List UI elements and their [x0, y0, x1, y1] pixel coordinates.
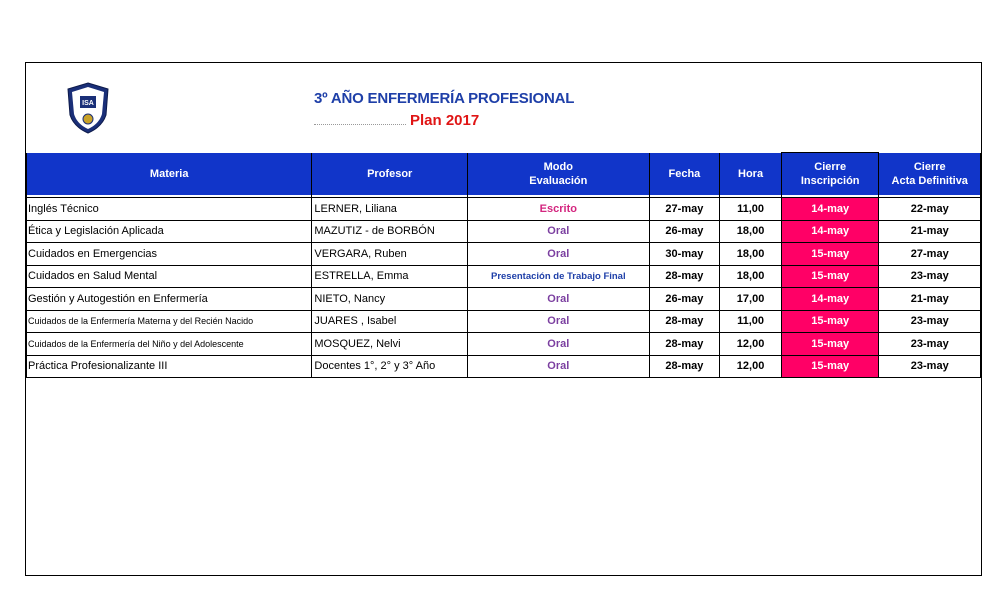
modo-cell: Presentación de Trabajo Final — [468, 265, 650, 288]
exam-schedule-sheet — [25, 62, 982, 576]
exam-table — [26, 152, 981, 378]
fecha-cell: 28-may — [649, 333, 720, 356]
cierre-acta-cell: 22-may — [879, 198, 981, 221]
cierre-inscripcion-cell: 14-may — [781, 198, 879, 221]
modo-cell: Oral — [468, 220, 650, 243]
materia-cell: Ética y Legislación Aplicada — [27, 220, 312, 243]
column-header-fecha: Fecha — [649, 153, 720, 196]
cierre-inscripcion-cell: 15-may — [781, 355, 879, 378]
cierre-acta-cell: 23-may — [879, 355, 981, 378]
profesor-cell: Docentes 1°, 2° y 3° Año — [312, 355, 468, 378]
plan-label: Plan 2017 — [410, 112, 480, 129]
materia-cell: Cuidados de la Enfermería Materna y del Recién Nacido — [27, 310, 312, 333]
modo-cell: Oral — [468, 333, 650, 356]
materia-cell: Cuidados en Salud Mental — [27, 265, 312, 288]
column-header-cierre-acta: Cierre Acta Definitiva — [879, 153, 981, 196]
table-header-row — [27, 153, 981, 196]
hora-cell: 11,00 — [720, 310, 782, 333]
column-header-profesor: Profesor — [312, 153, 468, 196]
materia-cell: Gestión y Autogestión en Enfermería — [27, 288, 312, 311]
cierre-inscripcion-cell: 15-may — [781, 243, 879, 266]
fecha-cell: 28-may — [649, 355, 720, 378]
table-row — [27, 310, 981, 333]
fecha-cell: 28-may — [649, 310, 720, 333]
table-row — [27, 333, 981, 356]
materia-cell: Inglés Técnico — [27, 198, 312, 221]
profesor-cell: MAZUTIZ - de BORBÓN — [312, 220, 468, 243]
table-row — [27, 220, 981, 243]
column-header-cierre-inscripcion: Cierre Inscripción — [781, 153, 879, 196]
table-row — [27, 198, 981, 221]
cierre-acta-cell: 21-may — [879, 288, 981, 311]
cierre-acta-cell: 23-may — [879, 333, 981, 356]
column-header-modo: Modo Evaluación — [468, 153, 650, 196]
cierre-inscripcion-cell: 14-may — [781, 220, 879, 243]
materia-cell: Cuidados de la Enfermería del Niño y del Adolescente — [27, 333, 312, 356]
cierre-inscripcion-cell: 15-may — [781, 333, 879, 356]
cierre-inscripcion-cell: 15-may — [781, 265, 879, 288]
table-row — [27, 288, 981, 311]
modo-cell: Oral — [468, 310, 650, 333]
column-header-materia: Materia — [27, 153, 312, 196]
hora-cell: 11,00 — [720, 198, 782, 221]
materia-cell: Práctica Profesionalizante III — [27, 355, 312, 378]
fecha-cell: 27-may — [649, 198, 720, 221]
fecha-cell: 28-may — [649, 265, 720, 288]
materia-cell: Cuidados en Emergencias — [27, 243, 312, 266]
svg-text:ISA: ISA — [82, 100, 94, 107]
cierre-acta-cell: 21-may — [879, 220, 981, 243]
hora-cell: 17,00 — [720, 288, 782, 311]
table-row — [27, 265, 981, 288]
profesor-cell: NIETO, Nancy — [312, 288, 468, 311]
hora-cell: 18,00 — [720, 265, 782, 288]
profesor-cell: MOSQUEZ, Nelvi — [312, 333, 468, 356]
hora-cell: 18,00 — [720, 243, 782, 266]
modo-cell: Oral — [468, 243, 650, 266]
cierre-inscripcion-cell: 14-may — [781, 288, 879, 311]
table-row — [27, 355, 981, 378]
hora-cell: 12,00 — [720, 333, 782, 356]
fecha-cell: 26-may — [649, 288, 720, 311]
table-row — [27, 243, 981, 266]
hora-cell: 12,00 — [720, 355, 782, 378]
cierre-acta-cell: 27-may — [879, 243, 981, 266]
hora-cell: 18,00 — [720, 220, 782, 243]
cierre-acta-cell: 23-may — [879, 310, 981, 333]
profesor-cell: JUARES , Isabel — [312, 310, 468, 333]
institution-logo-icon — [66, 81, 110, 135]
modo-cell: Oral — [468, 288, 650, 311]
cierre-inscripcion-cell: 15-may — [781, 310, 879, 333]
column-header-hora: Hora — [720, 153, 782, 196]
page-title: 3º AÑO ENFERMERÍA PROFESIONAL — [314, 90, 575, 107]
profesor-cell: VERGARA, Ruben — [312, 243, 468, 266]
fecha-cell: 26-may — [649, 220, 720, 243]
cierre-acta-cell: 23-may — [879, 265, 981, 288]
profesor-cell: LERNER, Liliana — [312, 198, 468, 221]
modo-cell: Oral — [468, 355, 650, 378]
profesor-cell: ESTRELLA, Emma — [312, 265, 468, 288]
modo-cell: Escrito — [468, 198, 650, 221]
fecha-cell: 30-may — [649, 243, 720, 266]
dotted-divider — [314, 123, 406, 125]
